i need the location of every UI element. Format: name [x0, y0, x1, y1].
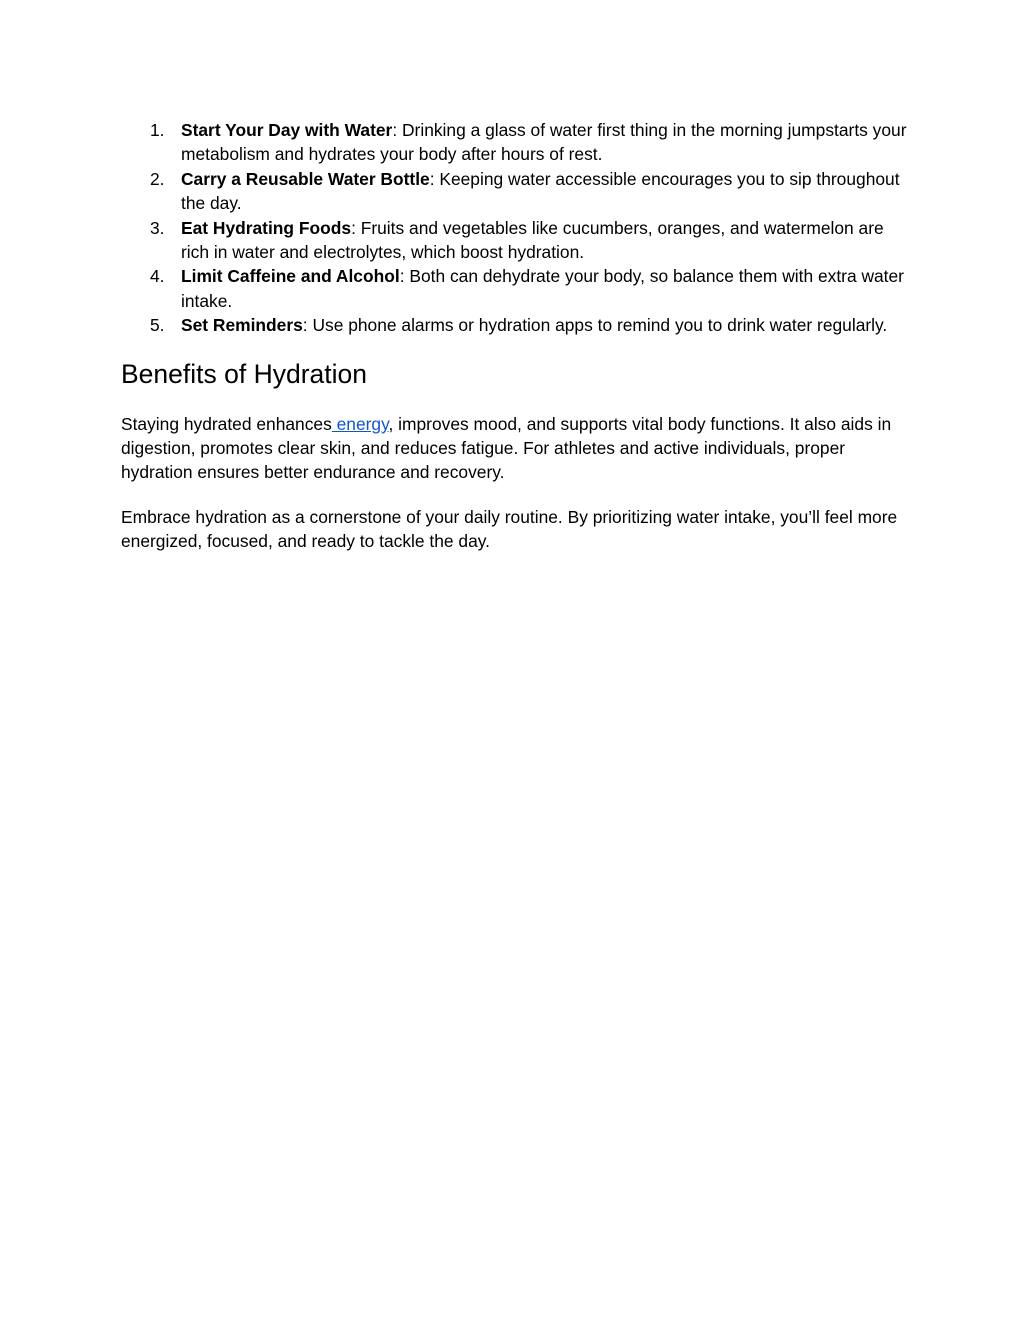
list-item: [121, 264, 911, 313]
benefits-paragraph: [121, 412, 911, 485]
closing-paragraph: Embrace hydration as a cornerstone of your daily routine. By prioritizing water intake, you’ll feel more energized, focused, and ready to tackle the day.: [121, 506, 898, 551]
list-item-number: 3.: [150, 217, 165, 238]
list-item: [121, 118, 911, 167]
paragraph-text: Staying hydrated enhances: [121, 413, 332, 434]
list-item-number: 2.: [150, 168, 165, 189]
list-item-text: : Keeping water accessible encourages you to sip throughout the day.: [181, 168, 900, 214]
list-item-text: : Drinking a glass of water first thing in the morning jumpstarts your metabolism and hydrates your body after hours of rest.: [181, 120, 907, 165]
list-item: [121, 313, 911, 337]
list-item-number: 4.: [150, 266, 165, 287]
document-content: [121, 118, 911, 553]
list-item-number: 1.: [150, 120, 165, 140]
list-item-title: Start Your Day with Water: [181, 120, 393, 140]
list-item-title: Set Reminders: [181, 315, 303, 336]
list-item-title: Eat Hydrating Foods: [181, 217, 352, 238]
hydration-tips-list: [121, 118, 911, 338]
list-item-number: 5.: [150, 315, 165, 336]
list-item-title: Limit Caffeine and Alcohol: [181, 266, 400, 287]
list-item-title: Carry a Reusable Water Bottle: [181, 168, 430, 189]
list-item: [121, 216, 911, 265]
list-item-text: : Use phone alarms or hydration apps to remind you to drink water regularly.: [302, 315, 888, 336]
list-item: [121, 167, 911, 216]
section-heading-benefits: Benefits of Hydration: [121, 358, 367, 389]
energy-link[interactable]: energy: [331, 413, 389, 434]
list-item-text: : Fruits and vegetables like cucumbers, oranges, and watermelon are rich in water and electrolytes, which boost hydration.: [181, 217, 884, 263]
paragraph-text: , improves mood, and supports vital body functions. It also aids in digestion, promotes clear skin, and reduces fatigue. For athletes and active individuals, proper hydration ensures better endurance and recovery.: [121, 413, 892, 483]
list-item-text: : Both can dehydrate your body, so balance them with extra water intake.: [181, 266, 904, 311]
